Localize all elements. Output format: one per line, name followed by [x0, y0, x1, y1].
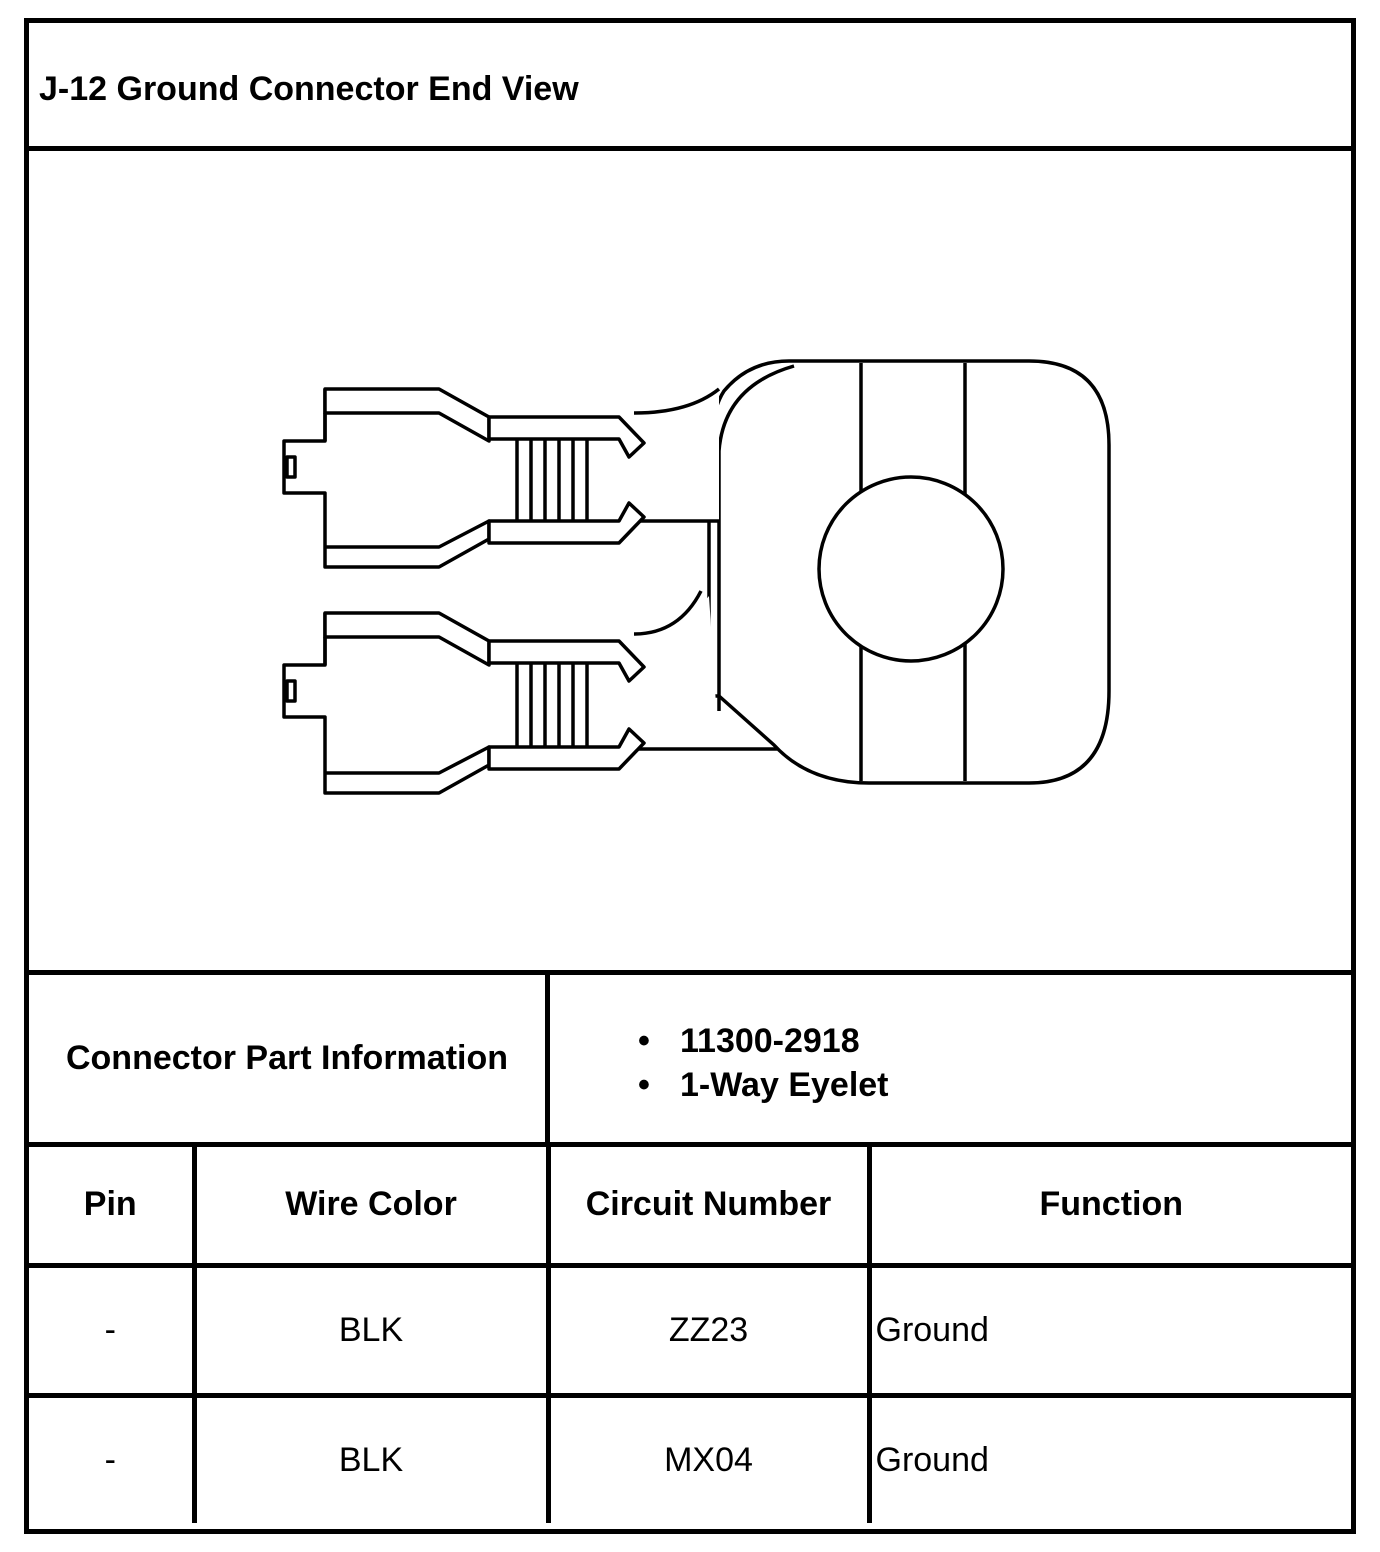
circuit-number-cell: ZZ23	[548, 1265, 869, 1395]
connector-type: • 1-Way Eyelet	[638, 1063, 889, 1107]
upper-terminal	[284, 389, 644, 567]
page-title: J-12 Ground Connector End View	[39, 70, 579, 108]
wire-color-cell: BLK	[194, 1265, 548, 1395]
function-cell: Ground	[869, 1395, 1351, 1523]
title-row	[29, 23, 1351, 151]
pin-cell: -	[29, 1395, 194, 1523]
header-wire-color: Wire Color	[194, 1147, 548, 1265]
part-number: • 11300-2918	[638, 1019, 889, 1063]
header-function: Function	[869, 1147, 1351, 1265]
pin-table-header	[29, 1147, 1351, 1265]
function-cell: Ground	[869, 1265, 1351, 1395]
part-info-value-cell	[550, 975, 1351, 1142]
lower-terminal	[284, 613, 644, 793]
header-circuit-number: Circuit Number	[548, 1147, 869, 1265]
connector-sheet	[24, 18, 1356, 1534]
wire-color-cell: BLK	[194, 1395, 548, 1523]
part-info-label: Connector Part Information	[65, 1039, 509, 1077]
pin-table	[29, 1147, 1351, 1523]
part-info-label-cell	[29, 975, 550, 1142]
header-pin: Pin	[29, 1147, 194, 1265]
circuit-number-cell: MX04	[548, 1395, 869, 1523]
part-info-list	[638, 1019, 889, 1107]
ground-eyelet-connector-icon	[29, 151, 1351, 970]
figure-panel	[29, 151, 1351, 975]
part-info-row	[29, 975, 1351, 1147]
pin-cell: -	[29, 1265, 194, 1395]
table-row	[29, 1265, 1351, 1395]
eyelet-hole	[819, 477, 1003, 661]
table-row	[29, 1395, 1351, 1523]
